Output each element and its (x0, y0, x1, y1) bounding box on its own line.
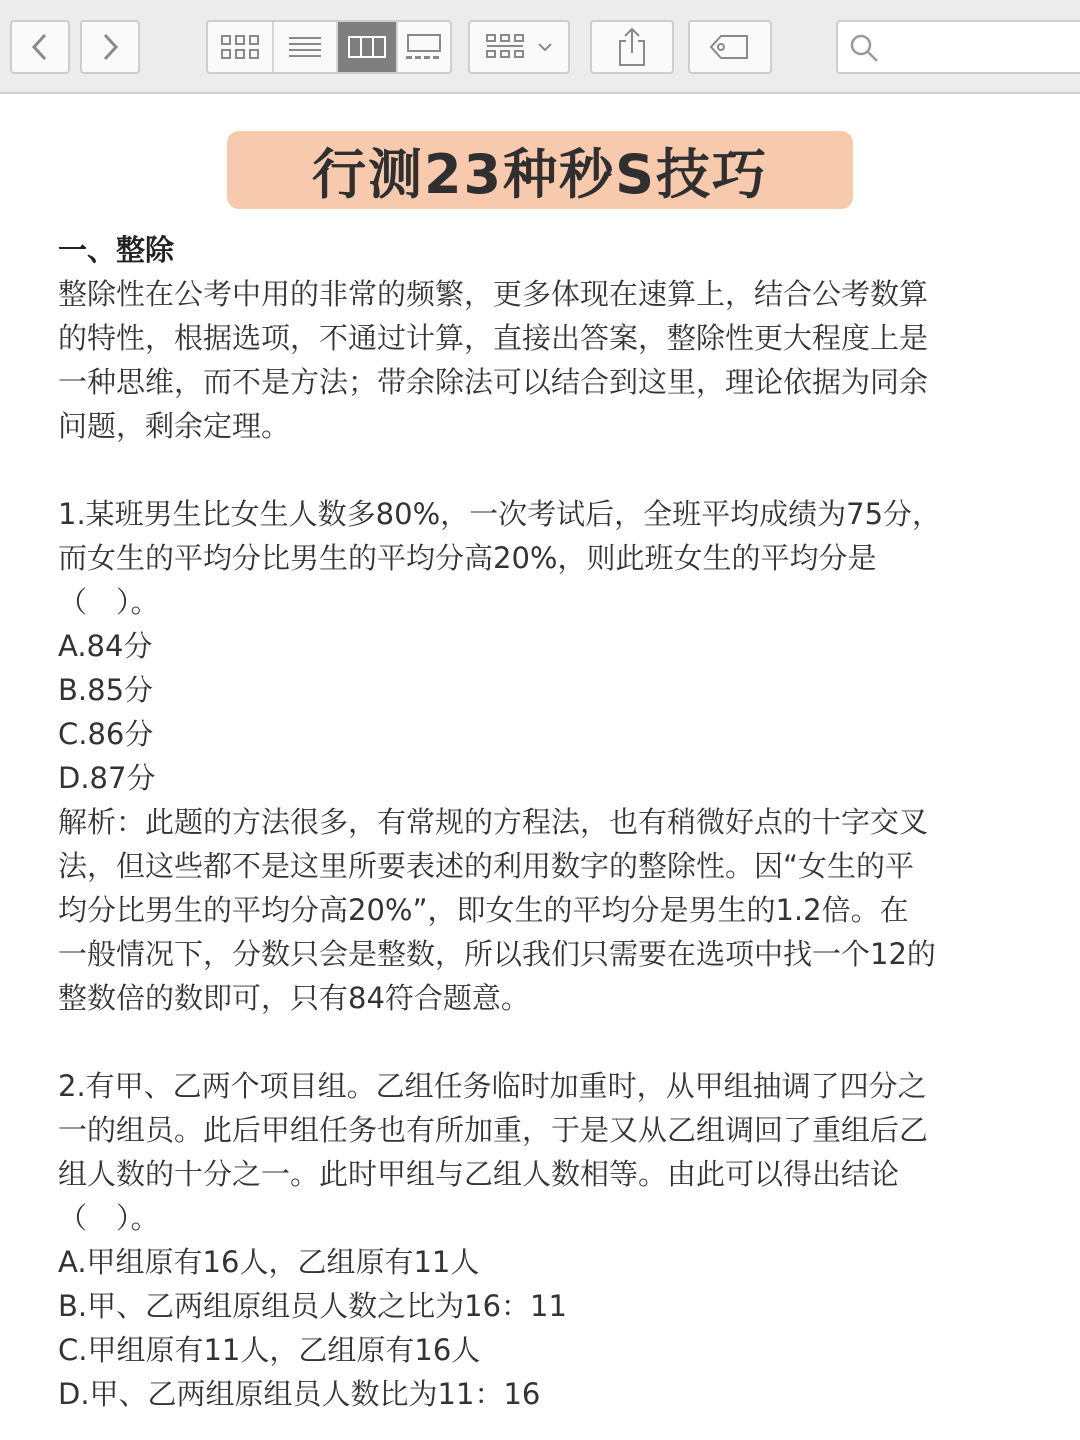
gallery-view-button[interactable] (396, 22, 450, 72)
search-icon (848, 32, 880, 64)
list-view-button[interactable] (272, 22, 336, 72)
question-1-analysis: 整数倍的数即可，只有84符合题意。 (58, 981, 530, 1015)
list-view-icon (287, 34, 323, 60)
question-2-stem: 组人数的十分之一。此时甲组与乙组人数相等。由此可以得出结论 (58, 1157, 900, 1191)
article-content (58, 228, 1028, 1416)
question-2-stem: （ ）。 (58, 1201, 160, 1235)
chevron-left-icon (30, 32, 50, 62)
intro-line: 一种思维，而不是方法；带余除法可以结合到这里，理论依据为同余 (58, 365, 929, 399)
group-by-icon (485, 33, 553, 61)
column-view-button[interactable] (336, 22, 396, 72)
column-view-icon (347, 34, 387, 60)
chevron-down-icon (537, 41, 553, 53)
view-mode-switcher (206, 20, 452, 74)
title-banner (227, 131, 853, 209)
question-1-option-b: B.85分 (58, 673, 154, 707)
question-1-analysis: 均分比男生的平均分高20%”，即女生的平均分是男生的1.2倍。在 (58, 893, 909, 927)
question-2-option-c: C.甲组原有11人，乙组原有16人 (58, 1333, 481, 1367)
page-title: 行测23种秒S技巧 (311, 142, 769, 206)
tag-button[interactable] (688, 20, 772, 74)
gallery-view-icon (404, 33, 444, 61)
question-2-stem: 2.有甲、乙两个项目组。乙组任务临时加重时，从甲组抽调了四分之 (58, 1069, 927, 1103)
forward-button[interactable] (80, 20, 140, 74)
intro-line: 问题，剩余定理。 (58, 409, 291, 443)
intro-line: 整除性在公考中用的非常的频繁，更多体现在速算上，结合公考数算 (58, 277, 929, 311)
tag-icon (709, 33, 751, 61)
question-1-option-c: C.86分 (58, 717, 154, 751)
icon-view-button[interactable] (208, 22, 272, 72)
question-1-stem: （ ）。 (58, 585, 160, 619)
spacer (58, 448, 1028, 492)
question-2-option-b: B.甲、乙两组原组员人数之比为16：11 (58, 1289, 567, 1323)
share-button[interactable] (590, 20, 674, 74)
question-1-option-a: A.84分 (58, 629, 153, 663)
share-icon (616, 27, 648, 67)
question-2-stem: 一的组员。此后甲组任务也有所加重，于是又从乙组调回了重组后乙 (58, 1113, 929, 1147)
section-heading: 一、整除 (58, 233, 175, 267)
question-1-analysis: 法，但这些都不是这里所要表述的利用数字的整除性。因“女生的平 (58, 849, 915, 883)
intro-line: 的特性，根据选项，不通过计算，直接出答案，整除性更大程度上是 (58, 321, 929, 355)
icon-grid-view-icon (220, 33, 260, 61)
question-1-stem: 1.某班男生比女生人数多80%，一次考试后，全班平均成绩为75分， (58, 497, 942, 531)
chevron-right-icon (100, 32, 120, 62)
question-1-stem: 而女生的平均分比男生的平均分高20%，则此班女生的平均分是 (58, 541, 877, 575)
toolbar (0, 0, 1080, 94)
group-by-button[interactable] (468, 20, 570, 74)
question-1-analysis: 解析：此题的方法很多，有常规的方程法，也有稍微好点的十字交叉 (58, 805, 929, 839)
question-1-option-d: D.87分 (58, 761, 156, 795)
question-1-analysis: 一般情况下，分数只会是整数，所以我们只需要在选项中找一个12的 (58, 937, 936, 971)
back-button[interactable] (10, 20, 70, 74)
search-input[interactable] (894, 30, 1078, 66)
question-2-option-a: A.甲组原有16人，乙组原有11人 (58, 1245, 480, 1279)
question-2-option-d: D.甲、乙两组原组员人数比为11：16 (58, 1377, 541, 1411)
spacer (58, 1020, 1028, 1064)
search-box[interactable] (836, 20, 1080, 74)
